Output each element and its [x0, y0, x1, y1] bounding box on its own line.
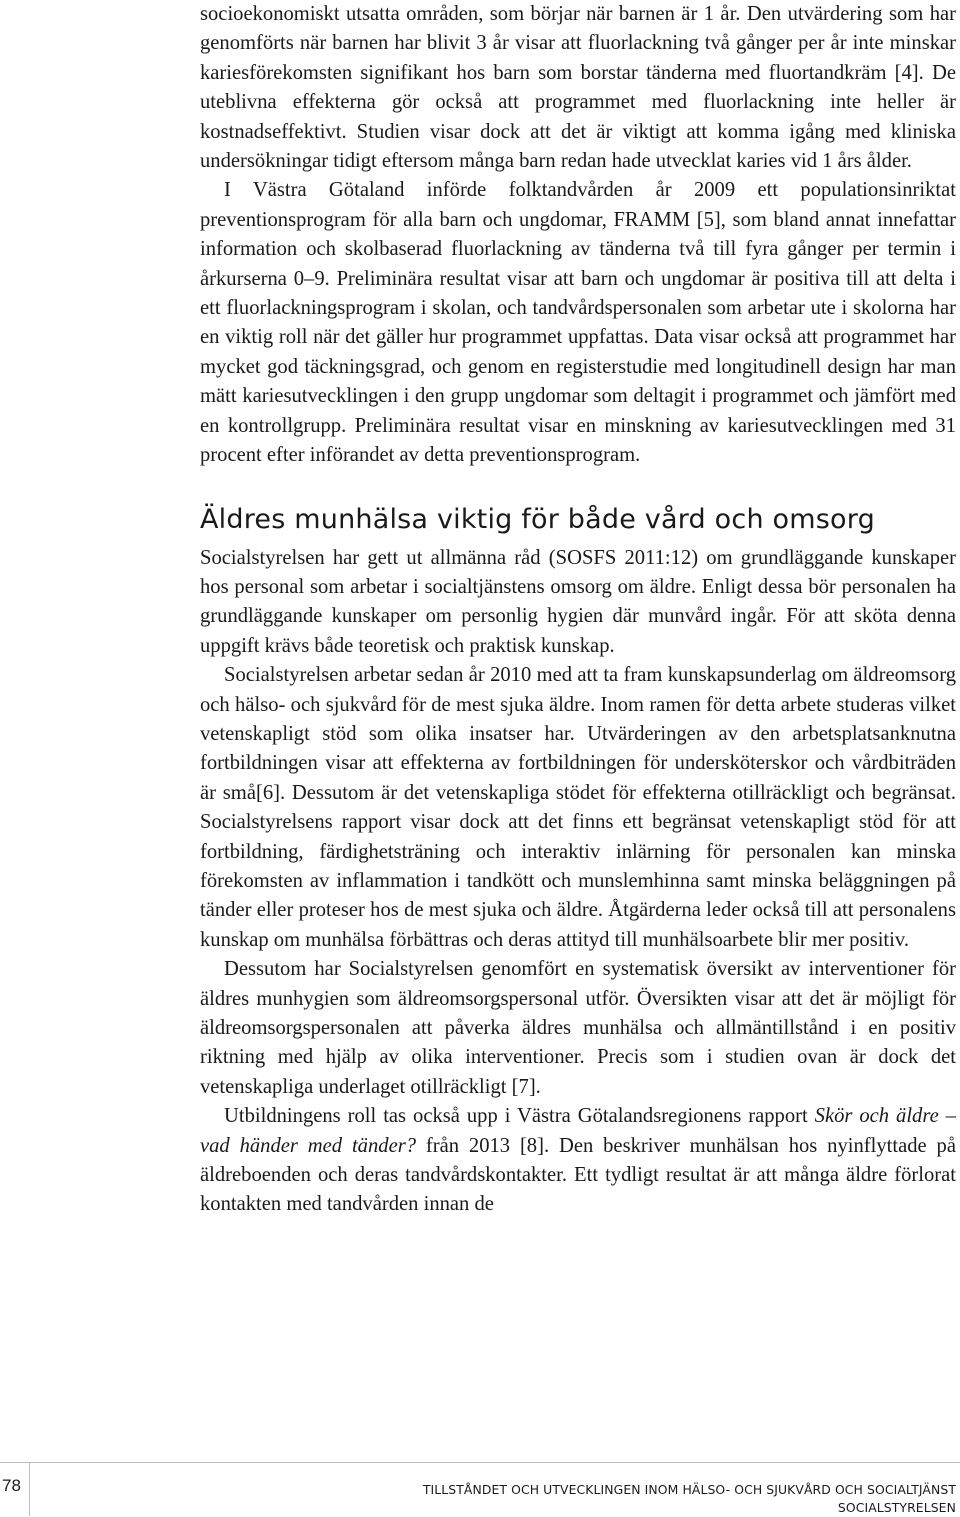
paragraph-sosfs: Socialstyrelsen har gett ut allmänna råd (SOSFS 2011:12) om grundläggande kunskaper hos personal som arbetar i socialtjänstens omsorg om äldre. Enligt dessa bör personalen ha grundläggande kunskaper om personlig hygien där munvård ingår. För att sköta denna uppgift krävs både teoretisk och praktisk kunskap.	[200, 546, 956, 657]
paragraph-text-before: Utbildningens roll tas också upp i Västra Götalandsregionens rapport	[224, 1105, 815, 1128]
page-number: 78	[2, 1476, 21, 1495]
running-footer	[423, 1481, 956, 1517]
publisher-name: SOCIALSTYRELSEN	[837, 1500, 956, 1515]
section-heading: Äldres munhälsa viktig för både vård och omsorg	[200, 503, 875, 535]
footer-divider	[29, 1462, 30, 1516]
paragraph-text-after: från 2013 [8]. Den beskriver munhälsan hos nyinflyttade på äldreboenden och deras tandvårdskontakter. Ett tydligt resultat är att många äldre förlorat kontakten med tandvården innan de	[200, 1134, 956, 1216]
paragraph-framm: I Västra Götaland införde folktandvården år 2009 ett populationsinriktat preventionsprogram för alla barn och ungdomar, FRAMM [5], som bland annat innefattar information och skolbaserad fluorlackning av tänderna två till fyra gånger per termin i årkurserna 0–9. Preliminära resultat visar att barn och ungdomar är positiva till att delta i ett fluorlackningsprogram i skolan, och tandvårdspersonalen som arbetar ute i skolorna har en viktig roll när det gäller hur programmet uppfattas. Data visar också att programmet har mycket god täckningsgrad, och genom en registerstudie med longitudinell design har man mätt kariesutvecklingen i den grupp ungdomar som deltagit i programmet och jämfört med en kontrollgrupp. Preliminära resultat visar en minskning av kariesutvecklingen med 31 procent efter införandet av detta preventionsprogram.	[200, 179, 956, 467]
paragraph-kunskapsunderlag: Socialstyrelsen arbetar sedan år 2010 med att ta fram kunskapsunderlag om äldreomsorg och hälso- och sjukvård för de mest sjuka äldre. Inom ramen för detta arbete studeras vilket vetenskapligt stöd som olika insatser har. Utvärderingen av den arbetsplatsanknutna fortbildningen visar att effekterna av fortbildningen för undersköterskor och vårdbiträden är små[6]. Dessutom är det vetenskapliga stödet för effekterna otillräckligt och begränsat. Socialstyrelsens rapport visar dock att det finns ett begränsat vetenskapligt stöd för att fortbildning, färdighetsträning och interaktiv inlärning för personalen kan minska förekomsten av inflammation i tandkött och munslemhinna samt minska beläggningen på tänder eller proteser hos de mest sjuka och äldre. Åtgärderna leder också till att personalens kunskap om munhälsa förbättras och deras attityd till munhälsoarbete blir mer positiv.	[200, 664, 956, 951]
paragraph-continued: socioekonomiskt utsatta områden, som börjar när barnen är 1 år. Den utvärdering som har genomförts när barnen har blivit 3 år visar att fluorlackning två gånger per år inte minskar kariesförekomsten signifikant hos barn som borstar tänderna med fluortandkräm [4]. De uteblivna effekterna gör också att programmet med fluorlackning inte heller är kostnadseffektivt. Studien visar dock att det är viktigt att komma igång med kliniska undersökningar tidigt eftersom många barn redan hade utvecklat karies vid 1 års ålder.	[200, 3, 956, 173]
report-title: Skör och äldre – vad händer med tänder?	[200, 1105, 956, 1157]
paragraph-systematisk-oversikt: Dessutom har Socialstyrelsen genomfört en systematisk översikt av interventioner för äldres munhygien som äldreomsorgspersonal utför. Översikten visar att det är möjligt för äldreomsorgspersonalen att påverka äldres munhälsa och allmäntillstånd i en positiv riktning med hjälp av olika interventioner. Precis som i studien ovan är dock det vetenskapliga underlaget otillräckligt [7].	[200, 958, 956, 1098]
body-text-column	[200, 0, 956, 1220]
footer-rule	[0, 1462, 960, 1463]
running-title: TILLSTÅNDET OCH UTVECKLINGEN INOM HÄLSO- OCH SJUKVÅRD OCH SOCIALTJÄNST	[422, 1482, 956, 1497]
paragraph-utbildningens-roll	[200, 1102, 956, 1220]
